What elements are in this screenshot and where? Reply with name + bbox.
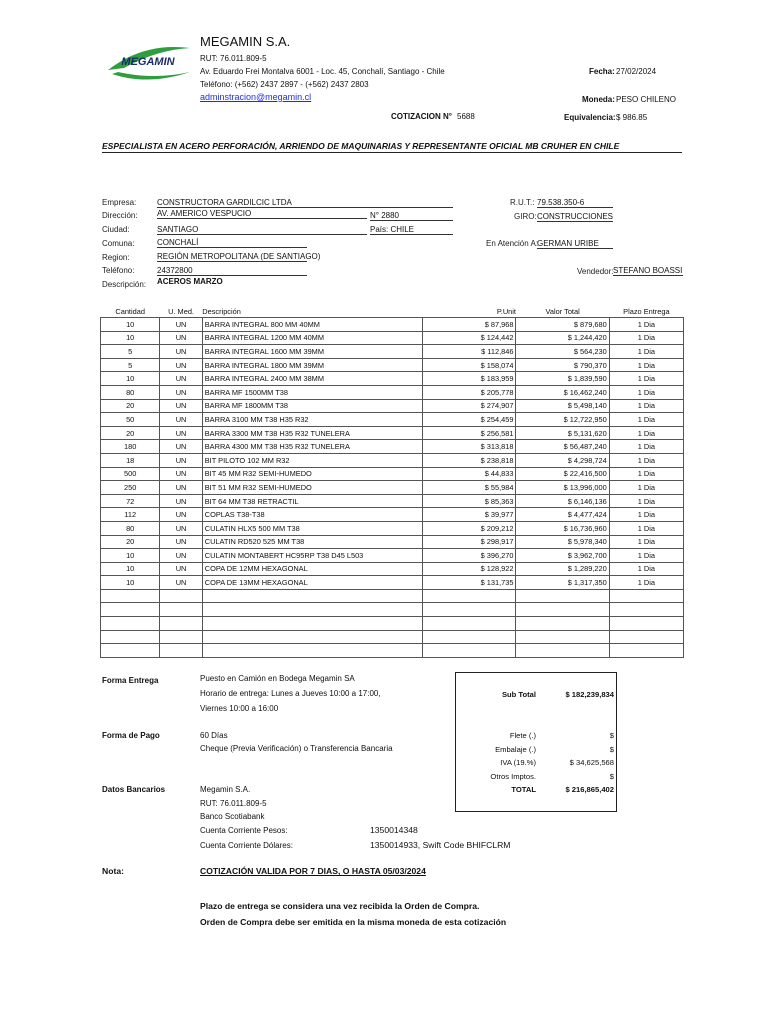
- table-row: [101, 589, 684, 603]
- col-unidad-cell: [160, 644, 202, 658]
- total-label: TOTAL: [511, 785, 536, 794]
- col-cantidad-cell: [101, 617, 160, 631]
- col-plazo-cell: 1 Dia: [609, 372, 683, 386]
- col-unidad-cell: UN: [160, 399, 202, 413]
- col-punit-cell: $ 238,818: [423, 453, 516, 467]
- equivalencia-value: $ 986.85: [616, 113, 648, 122]
- col-plazo-cell: 1 Dia: [609, 318, 683, 332]
- col-valor-total-cell: $ 564,230: [516, 345, 609, 359]
- col-cantidad-cell: 250: [101, 481, 160, 495]
- col-plazo-cell: 1 Dia: [609, 345, 683, 359]
- table-row: [101, 372, 684, 386]
- col-unidad-cell: UN: [160, 508, 202, 522]
- col-unidad-cell: UN: [160, 372, 202, 386]
- table-row: [101, 318, 684, 332]
- subtotal-value: $ 182,239,834: [565, 690, 614, 699]
- col-descripcion-cell: BIT 64 MM T38 RETRACTIL: [202, 494, 422, 508]
- col-descripcion-cell: BARRA INTEGRAL 800 MM 40MM: [202, 318, 422, 332]
- comuna-value: CONCHALÍ: [157, 238, 307, 248]
- col-unidad-cell: UN: [160, 385, 202, 399]
- col-cantidad-cell: 10: [101, 576, 160, 590]
- note-line-2: Orden de Compra debe ser emitida en la misma moneda de esta cotización: [200, 917, 507, 927]
- company-rut: RUT: 76.011.809-5: [200, 54, 267, 63]
- col-punit-cell: $ 396,270: [423, 549, 516, 563]
- col-cantidad-cell: 10: [101, 549, 160, 563]
- col-unidad-cell: UN: [160, 331, 202, 345]
- region-value: REGIÓN METROPOLITANA (DE SANTIAGO): [157, 252, 321, 261]
- col-plazo-cell: [609, 603, 683, 617]
- col-cantidad-cell: 10: [101, 318, 160, 332]
- descripcion-value: ACEROS MARZO: [157, 277, 223, 286]
- otros-value: $: [609, 772, 614, 781]
- col-valor-total-cell: [516, 630, 609, 644]
- col-descripcion-cell: BARRA INTEGRAL 1200 MM 40MM: [202, 331, 422, 345]
- table-row: [101, 562, 684, 576]
- moneda-value: PESO CHILENO: [616, 95, 677, 104]
- col-punit-cell: $ 39,977: [423, 508, 516, 522]
- col-descripcion-header: Descripción: [202, 305, 422, 318]
- vendedor-label: Vendedor:: [577, 267, 614, 276]
- telefono-value: 24372800: [157, 266, 307, 276]
- col-plazo-cell: 1 Dia: [609, 385, 683, 399]
- banco-line-1: Megamin S.A.: [200, 785, 251, 794]
- empresa-label: Empresa:: [102, 198, 137, 207]
- col-descripcion-cell: CULATIN RD520 525 MM T38: [202, 535, 422, 549]
- items-table: [100, 305, 684, 658]
- col-unidad-cell: UN: [160, 481, 202, 495]
- table-row: [101, 345, 684, 359]
- total-value: $ 216,865,402: [565, 785, 614, 794]
- col-descripcion-cell: BARRA INTEGRAL 1600 MM 39MM: [202, 345, 422, 359]
- col-punit-cell: $ 44,833: [423, 467, 516, 481]
- col-cantidad-cell: [101, 589, 160, 603]
- embalaje-value: $: [609, 745, 614, 754]
- table-row: [101, 644, 684, 658]
- fecha-label: Fecha:: [589, 67, 615, 76]
- col-cantidad-cell: 80: [101, 521, 160, 535]
- col-descripcion-cell: [202, 644, 422, 658]
- col-plazo-cell: 1 Dia: [609, 399, 683, 413]
- col-unidad-cell: UN: [160, 535, 202, 549]
- col-descripcion-cell: COPLAS T38-T38: [202, 508, 422, 522]
- col-plazo-cell: 1 Dia: [609, 535, 683, 549]
- subtotal-label: Sub Total: [501, 690, 536, 699]
- col-cantidad-cell: 500: [101, 467, 160, 481]
- region-label: Region:: [102, 253, 130, 262]
- vendedor-value: STEFANO BOASSI: [613, 266, 683, 275]
- direccion-value: AV. AMERICO VESPUCIO: [157, 209, 367, 219]
- col-valor-total-cell: $ 22,416,500: [516, 467, 609, 481]
- col-cantidad-cell: [101, 644, 160, 658]
- col-cantidad-cell: 20: [101, 426, 160, 440]
- col-valor-total-header: Valor Total: [516, 305, 609, 318]
- embalaje-row: [456, 745, 616, 757]
- col-unidad-cell: [160, 589, 202, 603]
- note-validity: COTIZACIÓN VALIDA POR 7 DIAS, O HASTA 05/03/2024: [200, 866, 426, 876]
- items-table-body: [101, 318, 684, 658]
- flete-row: [456, 731, 616, 743]
- col-valor-total-cell: $ 1,244,420: [516, 331, 609, 345]
- col-descripcion-cell: BIT PILOTO 102 MM R32: [202, 453, 422, 467]
- col-punit-cell: $ 254,459: [423, 413, 516, 427]
- col-plazo-cell: 1 Dia: [609, 521, 683, 535]
- col-unidad-cell: [160, 603, 202, 617]
- col-cantidad-cell: [101, 603, 160, 617]
- col-descripcion-cell: [202, 589, 422, 603]
- col-plazo-cell: [609, 617, 683, 631]
- table-row: [101, 481, 684, 495]
- col-unidad-cell: UN: [160, 576, 202, 590]
- table-row: [101, 508, 684, 522]
- col-cantidad-cell: 5: [101, 345, 160, 359]
- iva-value: $ 34,625,568: [569, 758, 614, 767]
- equivalencia-label: Equivalencia:: [564, 113, 616, 122]
- col-valor-total-cell: $ 5,131,620: [516, 426, 609, 440]
- col-descripcion-cell: BARRA INTEGRAL 1800 MM 39MM: [202, 358, 422, 372]
- col-cantidad-cell: 18: [101, 453, 160, 467]
- col-valor-total-cell: $ 5,498,140: [516, 399, 609, 413]
- col-cantidad-cell: 72: [101, 494, 160, 508]
- col-valor-total-cell: $ 13,996,000: [516, 481, 609, 495]
- col-descripcion-cell: CULATIN MONTABERT HC95RP T38 D45 L503: [202, 549, 422, 563]
- table-row: [101, 521, 684, 535]
- col-valor-total-cell: [516, 617, 609, 631]
- table-row: [101, 331, 684, 345]
- col-valor-total-cell: $ 16,736,960: [516, 521, 609, 535]
- col-cantidad-cell: 20: [101, 535, 160, 549]
- col-cantidad-cell: 5: [101, 358, 160, 372]
- col-valor-total-cell: $ 12,722,950: [516, 413, 609, 427]
- table-row: [101, 603, 684, 617]
- col-punit-cell: $ 209,212: [423, 521, 516, 535]
- col-cantidad-header: Cantidad: [101, 305, 160, 318]
- empresa-value: CONSTRUCTORA GARDILCIC LTDA: [157, 198, 453, 208]
- col-cantidad-cell: 10: [101, 372, 160, 386]
- direccion-label: Dirección:: [102, 211, 138, 220]
- col-plazo-cell: 1 Dia: [609, 549, 683, 563]
- table-row: [101, 494, 684, 508]
- col-plazo-cell: 1 Dia: [609, 413, 683, 427]
- quote-number: 5688: [457, 112, 475, 121]
- atencion-value: GERMAN URIBE: [537, 239, 613, 249]
- col-valor-total-cell: $ 1,839,590: [516, 372, 609, 386]
- col-unidad-cell: [160, 617, 202, 631]
- col-unidad-cell: UN: [160, 467, 202, 481]
- company-name: MEGAMIN S.A.: [200, 34, 291, 49]
- col-unidad-cell: UN: [160, 440, 202, 454]
- col-punit-cell: $ 205,778: [423, 385, 516, 399]
- col-punit-cell: $ 87,968: [423, 318, 516, 332]
- forma-pago-label: Forma de Pago: [102, 731, 160, 740]
- ciudad-label: Ciudad:: [102, 225, 130, 234]
- table-row: [101, 358, 684, 372]
- col-descripcion-cell: BARRA 3300 MM T38 H35 R32 TUNELERA: [202, 426, 422, 440]
- col-valor-total-cell: $ 3,962,700: [516, 549, 609, 563]
- col-plazo-cell: 1 Dia: [609, 481, 683, 495]
- company-address: Av. Eduardo Frei Montalva 6001 - Loc. 45, Conchalí, Santiago - Chile: [200, 67, 445, 76]
- giro-label: GIRO:: [514, 212, 537, 221]
- atencion-label: En Atención A:: [486, 239, 539, 248]
- table-row: [101, 630, 684, 644]
- col-valor-total-cell: $ 56,487,240: [516, 440, 609, 454]
- col-descripcion-cell: BARRA 4300 MM T38 H35 R32 TUNELERA: [202, 440, 422, 454]
- col-plazo-cell: 1 Dia: [609, 440, 683, 454]
- note-label: Nota:: [102, 866, 124, 876]
- totals-box: [455, 672, 617, 812]
- col-descripcion-cell: BARRA MF 1500MM T38: [202, 385, 422, 399]
- col-plazo-cell: 1 Dia: [609, 453, 683, 467]
- col-punit-cell: $ 131,735: [423, 576, 516, 590]
- col-punit-cell: [423, 644, 516, 658]
- company-logo: [104, 36, 194, 90]
- col-punit-cell: $ 313,818: [423, 440, 516, 454]
- col-cantidad-cell: 80: [101, 385, 160, 399]
- col-punit-cell: $ 55,984: [423, 481, 516, 495]
- svg-text:MEGAMIN: MEGAMIN: [121, 56, 175, 68]
- col-unidad-cell: UN: [160, 521, 202, 535]
- col-punit-cell: $ 158,074: [423, 358, 516, 372]
- col-valor-total-cell: $ 1,289,220: [516, 562, 609, 576]
- items-table-header: [101, 305, 684, 318]
- rut-label: R.U.T.:: [510, 198, 535, 207]
- pais-value: País: CHILE: [370, 225, 453, 235]
- col-valor-total-cell: $ 879,680: [516, 318, 609, 332]
- banco-line-2: RUT: 76.011.809-5: [200, 799, 267, 808]
- col-plazo-cell: 1 Dia: [609, 576, 683, 590]
- col-unidad-cell: UN: [160, 494, 202, 508]
- col-punit-cell: $ 124,442: [423, 331, 516, 345]
- datos-bancarios-label: Datos Bancarios: [102, 785, 166, 794]
- col-plazo-cell: [609, 589, 683, 603]
- company-banner: ESPECIALISTA EN ACERO PERFORACIÓN, ARRIENDO DE MAQUINARIAS Y REPRESENTANTE OFICIAL MB CRUHER EN CHILE: [102, 141, 682, 153]
- col-punit-cell: $ 256,581: [423, 426, 516, 440]
- flete-value: $: [609, 731, 614, 740]
- col-valor-total-cell: [516, 589, 609, 603]
- col-plazo-header: Plazo Entrega: [609, 305, 683, 318]
- descripcion-label: Descripción:: [102, 280, 147, 289]
- col-descripcion-cell: [202, 617, 422, 631]
- col-unidad-header: U. Med.: [160, 305, 202, 318]
- telefono-label: Teléfono:: [102, 266, 135, 275]
- col-plazo-cell: 1 Dia: [609, 562, 683, 576]
- col-descripcion-cell: CULATIN HLX5 500 MM T38: [202, 521, 422, 535]
- table-row: [101, 413, 684, 427]
- fecha-value: 27/02/2024: [616, 67, 657, 76]
- col-plazo-cell: 1 Dia: [609, 494, 683, 508]
- col-punit-cell: $ 85,363: [423, 494, 516, 508]
- col-valor-total-cell: $ 4,477,424: [516, 508, 609, 522]
- col-plazo-cell: 1 Dia: [609, 508, 683, 522]
- table-row: [101, 467, 684, 481]
- table-row: [101, 576, 684, 590]
- col-valor-total-cell: [516, 603, 609, 617]
- col-punit-cell: $ 298,917: [423, 535, 516, 549]
- table-row: [101, 440, 684, 454]
- embalaje-label: Embalaje (.): [495, 745, 536, 754]
- col-cantidad-cell: 112: [101, 508, 160, 522]
- col-unidad-cell: UN: [160, 318, 202, 332]
- rut-value: 79.538.350-6: [537, 198, 613, 208]
- iva-row: [456, 758, 616, 770]
- giro-value: CONSTRUCCIONES: [537, 212, 614, 221]
- subtotal-row: [456, 690, 616, 702]
- table-row: [101, 617, 684, 631]
- forma-entrega-line-2: Horario de entrega: Lunes a Jueves 10:00 a 17:00,: [200, 689, 381, 698]
- col-descripcion-cell: [202, 630, 422, 644]
- total-row: [456, 785, 616, 797]
- col-plazo-cell: [609, 644, 683, 658]
- col-descripcion-cell: BARRA INTEGRAL 2400 MM 38MM: [202, 372, 422, 386]
- col-plazo-cell: 1 Dia: [609, 426, 683, 440]
- note-line-1: Plazo de entrega se considera una vez recibida la Orden de Compra.: [200, 901, 480, 911]
- col-unidad-cell: UN: [160, 549, 202, 563]
- col-plazo-cell: [609, 630, 683, 644]
- forma-entrega-line-1: Puesto en Camión en Bodega Megamin SA: [200, 674, 355, 683]
- col-punit-cell: $ 183,959: [423, 372, 516, 386]
- col-punit-cell: $ 274,907: [423, 399, 516, 413]
- col-descripcion-cell: COPA DE 13MM HEXAGONAL: [202, 576, 422, 590]
- forma-entrega-line-3: Viernes 10:00 a 16:00: [200, 704, 279, 713]
- forma-entrega-label: Forma Entrega: [102, 676, 159, 685]
- table-row: [101, 453, 684, 467]
- cta-dolares-value: 1350014933, Swift Code BHIFCLRM: [370, 840, 511, 850]
- col-unidad-cell: [160, 630, 202, 644]
- col-cantidad-cell: 20: [101, 399, 160, 413]
- col-cantidad-cell: 10: [101, 562, 160, 576]
- col-cantidad-cell: 50: [101, 413, 160, 427]
- col-valor-total-cell: $ 5,978,340: [516, 535, 609, 549]
- quote-number-label: COTIZACION N°: [391, 112, 452, 121]
- forma-pago-line-2: Cheque (Previa Verificación) o Transferencia Bancaria: [200, 744, 393, 753]
- col-descripcion-cell: COPA DE 12MM HEXAGONAL: [202, 562, 422, 576]
- moneda-label: Moneda:: [582, 95, 615, 104]
- col-descripcion-cell: BIT 51 MM R32 SEMI-HUMEDO: [202, 481, 422, 495]
- col-unidad-cell: UN: [160, 453, 202, 467]
- col-punit-cell: [423, 589, 516, 603]
- col-punit-cell: [423, 630, 516, 644]
- iva-label: IVA (19.%): [500, 758, 536, 767]
- table-row: [101, 399, 684, 413]
- col-plazo-cell: 1 Dia: [609, 467, 683, 481]
- banco-line-3: Banco Scotiabank: [200, 812, 265, 821]
- otros-label: Otros Imptos.: [490, 772, 536, 781]
- col-unidad-cell: UN: [160, 426, 202, 440]
- col-descripcion-cell: [202, 603, 422, 617]
- col-punit-cell: $ 128,922: [423, 562, 516, 576]
- col-descripcion-cell: BARRA 3100 MM T38 H35 R32: [202, 413, 422, 427]
- col-plazo-cell: 1 Dia: [609, 331, 683, 345]
- col-cantidad-cell: 180: [101, 440, 160, 454]
- col-punit-header: P.Unit: [423, 305, 516, 318]
- col-unidad-cell: UN: [160, 345, 202, 359]
- company-email-link[interactable]: adminstracion@megamin.cl: [200, 92, 312, 102]
- col-unidad-cell: UN: [160, 562, 202, 576]
- col-valor-total-cell: $ 1,317,350: [516, 576, 609, 590]
- col-punit-cell: [423, 603, 516, 617]
- ciudad-value: SANTIAGO: [157, 225, 367, 235]
- col-valor-total-cell: $ 16,462,240: [516, 385, 609, 399]
- flete-label: Flete (.): [509, 731, 536, 740]
- cta-pesos-value: 1350014348: [370, 825, 418, 835]
- company-phones: Teléfono: (+562) 2437 2897 - (+562) 2437 2803: [200, 80, 369, 89]
- table-row: [101, 549, 684, 563]
- col-unidad-cell: UN: [160, 413, 202, 427]
- col-cantidad-cell: 10: [101, 331, 160, 345]
- col-valor-total-cell: [516, 644, 609, 658]
- table-row: [101, 385, 684, 399]
- col-valor-total-cell: $ 790,370: [516, 358, 609, 372]
- col-punit-cell: $ 112,846: [423, 345, 516, 359]
- col-cantidad-cell: [101, 630, 160, 644]
- col-valor-total-cell: $ 4,298,724: [516, 453, 609, 467]
- cta-dolares-label: Cuenta Corriente Dólares:: [200, 841, 293, 850]
- col-unidad-cell: UN: [160, 358, 202, 372]
- table-row: [101, 535, 684, 549]
- cta-pesos-label: Cuenta Corriente Pesos:: [200, 826, 288, 835]
- col-descripcion-cell: BARRA MF 1800MM T38: [202, 399, 422, 413]
- forma-pago-line-1: 60 Días: [200, 731, 228, 740]
- otros-row: [456, 772, 616, 784]
- direccion-numero: N° 2880: [370, 211, 453, 221]
- col-valor-total-cell: $ 6,146,136: [516, 494, 609, 508]
- comuna-label: Comuna:: [102, 239, 135, 248]
- col-punit-cell: [423, 617, 516, 631]
- table-row: [101, 426, 684, 440]
- col-plazo-cell: 1 Dia: [609, 358, 683, 372]
- col-descripcion-cell: BIT 45 MM R32 SEMI-HUMEDO: [202, 467, 422, 481]
